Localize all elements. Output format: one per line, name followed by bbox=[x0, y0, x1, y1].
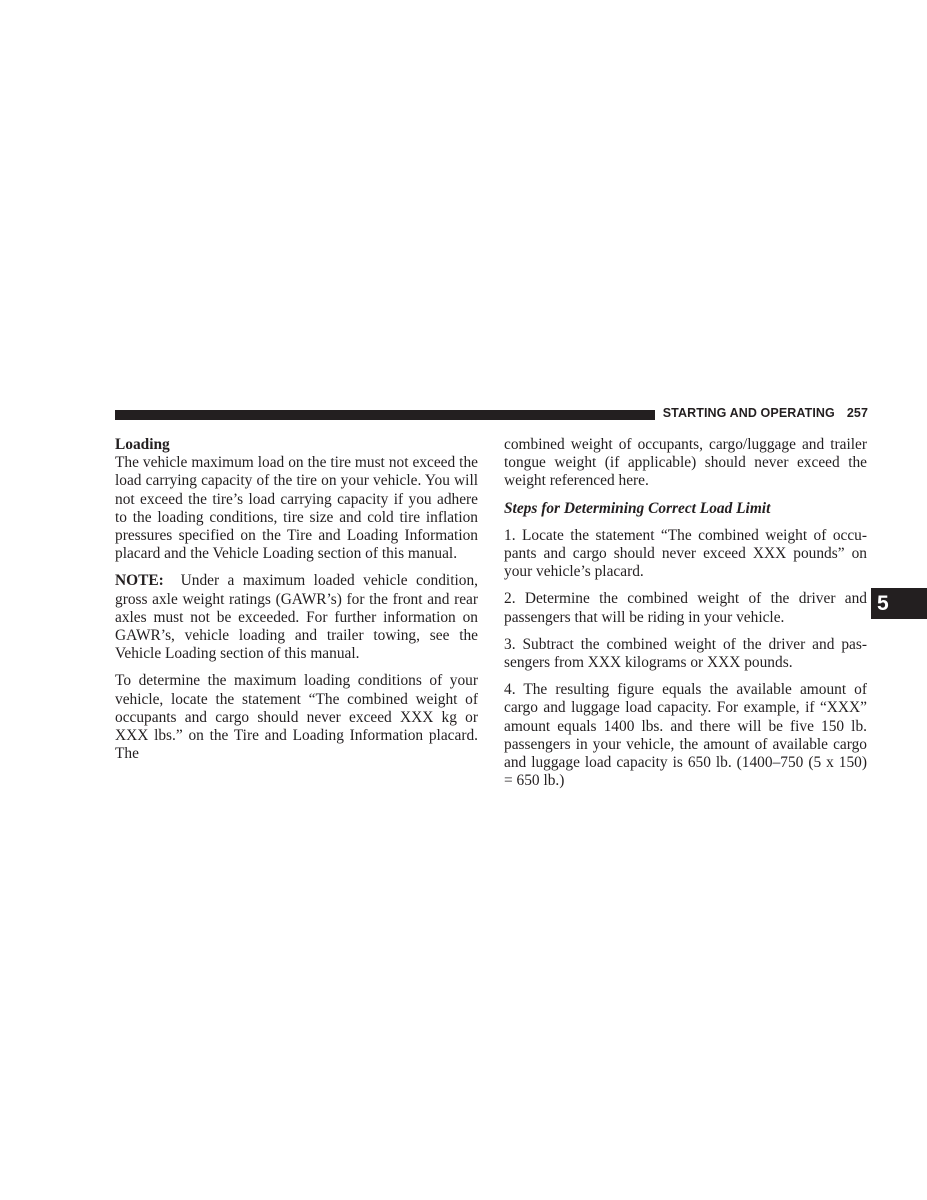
step-1: 1. Locate the statement “The combined weight of occu-pants and cargo should never exceed XXX pounds” on your vehicle’s placard. bbox=[504, 526, 867, 581]
note-paragraph bbox=[115, 572, 478, 663]
loading-heading: Loading bbox=[115, 436, 170, 453]
note-label: NOTE: bbox=[115, 572, 164, 590]
step-4: 4. The resulting figure equals the available amount of cargo and luggage load capacity. For example, if “XXX” amount equals 1400 lbs. and there will be five 150 lb. passengers in your vehicle, the amount of available cargo and luggage load capacity is 650 lb. (1400–750 (5 x 150) = 650 lb.) bbox=[504, 681, 867, 790]
determine-paragraph: To determine the maximum loading conditions of your vehicle, locate the statement “The combined weight of occupants and cargo should never exceed XXX kg or XXX lbs.” on the Tire and Loading Information placard. The bbox=[115, 672, 478, 763]
section-title: STARTING AND OPERATING bbox=[662, 406, 835, 420]
steps-subheading: Steps for Determining Correct Load Limit bbox=[504, 499, 771, 517]
running-header bbox=[660, 406, 868, 420]
page-number: 257 bbox=[846, 406, 868, 420]
chapter-tab: 5 bbox=[871, 588, 927, 619]
loading-paragraph: The vehicle maximum load on the tire must not exceed the load carrying capacity of the tire on your vehicle. You will not exceed the tire’s load carrying capacity if you adhere to the loading conditions, tire size and cold tire inflation pressures specified on the Tire and Loading Information placard and the Vehicle Loading section of this manual. bbox=[115, 454, 478, 563]
step-3: 3. Subtract the combined weight of the driver and pas-sengers from XXX kilograms or XXX pounds. bbox=[504, 635, 867, 672]
note-text: Under a maximum loaded vehicle condition, gross axle weight ratings (GAWR’s) for the front and rear axles must not be exceeded. For further information on GAWR’s, vehicle loading and trailer towing, see the Vehicle Loading section of this manual. bbox=[115, 572, 478, 663]
step-2: 2. Determine the combined weight of the driver and passengers that will be riding in your vehicle. bbox=[504, 590, 867, 626]
continuation-paragraph: combined weight of occupants, cargo/luggage and trailer tongue weight (if applicable) should never exceed the weight referenced here. bbox=[504, 436, 867, 490]
right-column bbox=[504, 436, 867, 799]
left-column bbox=[115, 436, 478, 772]
header-rule bbox=[115, 410, 655, 420]
